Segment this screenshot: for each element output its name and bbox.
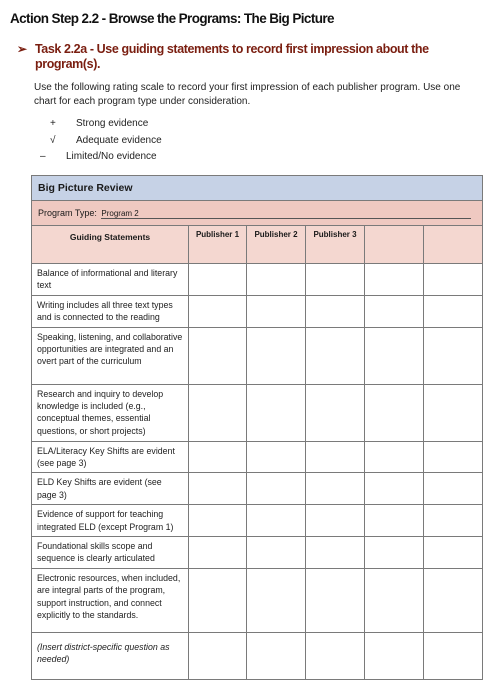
rating-cell[interactable] [424,384,483,441]
rating-cell[interactable] [189,568,247,632]
table-row [32,295,483,327]
rating-cell[interactable] [424,295,483,327]
rating-cell[interactable] [247,384,306,441]
guiding-statement: Foundational skills scope and sequence is clearly articulated [32,537,189,569]
rating-cell[interactable] [365,505,424,537]
rating-cell[interactable] [365,441,424,473]
table-row [32,384,483,441]
rating-cell[interactable] [247,505,306,537]
rating-cell[interactable] [424,632,483,679]
rating-cell[interactable] [306,264,365,296]
rating-cell[interactable] [189,327,247,384]
rating-cell[interactable] [306,473,365,505]
rating-cell[interactable] [189,537,247,569]
rating-cell[interactable] [424,568,483,632]
rating-cell[interactable] [365,295,424,327]
dash-symbol: – [40,151,46,162]
header-publisher-5 [424,226,483,264]
guiding-statement: ELD Key Shifts are evident (see page 3) [32,473,189,505]
rating-cell[interactable] [424,505,483,537]
task-text: Task 2.2a - Use guiding statements to record first impression about the program(s). [35,42,429,71]
rating-cell[interactable] [189,384,247,441]
scale-label: Adequate evidence [76,134,162,146]
guiding-statement: Writing includes all three text types and is connected to the reading [32,295,189,327]
table-row [32,473,483,505]
scale-label: Strong evidence [76,118,149,129]
table-row [32,505,483,537]
rating-cell[interactable] [306,295,365,327]
rating-cell[interactable] [424,537,483,569]
header-publisher-3: Publisher 3 [306,226,365,264]
rating-cell[interactable] [306,568,365,632]
plus-symbol: + [50,118,56,129]
rating-cell[interactable] [247,632,306,679]
rating-cell[interactable] [189,295,247,327]
rating-cell[interactable] [424,327,483,384]
rating-cell[interactable] [365,327,424,384]
task-heading [17,42,457,72]
table-row [32,264,483,296]
rating-cell[interactable] [247,264,306,296]
rating-cell[interactable] [247,537,306,569]
arrow-bullet-icon: ➢ [17,42,27,56]
rating-cell[interactable] [306,441,365,473]
program-type-row [32,201,483,226]
rating-cell[interactable] [189,473,247,505]
rating-cell[interactable] [247,295,306,327]
rating-cell[interactable] [306,384,365,441]
guiding-statement: ELA/Literacy Key Shifts are evident (see page 3) [32,441,189,473]
rating-cell[interactable] [365,568,424,632]
table-row [32,568,483,632]
guiding-statement: Speaking, listening, and collaborative opportunities are integrated and an overt part of the curriculum [32,327,189,384]
header-publisher-4 [365,226,424,264]
table-row [32,327,483,384]
rating-cell[interactable] [306,632,365,679]
guiding-statement: Research and inquiry to develop knowledge is included (e.g., conceptual themes, essential questions, or short projects) [32,384,189,441]
rating-cell[interactable] [365,473,424,505]
rating-cell[interactable] [189,264,247,296]
rating-cell[interactable] [189,505,247,537]
table-row [32,441,483,473]
page-heading: Action Step 2.2 - Browse the Programs: The Big Picture [10,11,334,26]
rating-cell[interactable] [247,441,306,473]
rating-cell[interactable] [247,473,306,505]
rating-cell[interactable] [424,473,483,505]
header-publisher-1: Publisher 1 [189,226,247,264]
rating-cell[interactable] [424,441,483,473]
rating-cell[interactable] [365,384,424,441]
rating-cell[interactable] [189,632,247,679]
scale-label: Limited/No evidence [66,151,157,162]
table-row [32,632,483,679]
rating-cell[interactable] [247,568,306,632]
check-symbol: √ [50,134,56,146]
rating-cell[interactable] [306,537,365,569]
header-guiding-statements: Guiding Statements [32,226,189,264]
intro-paragraph: Use the following rating scale to record your first impression of each publisher program. Use one chart for each program type under consideration. [34,82,461,107]
rating-cell[interactable] [365,632,424,679]
rating-cell[interactable] [306,505,365,537]
guiding-statement: Evidence of support for teaching integrated ELD (except Program 1) [32,505,189,537]
guiding-statement: Balance of informational and literary text [32,264,189,296]
rating-cell[interactable] [306,327,365,384]
rating-cell[interactable] [247,327,306,384]
guiding-statement: Electronic resources, when included, are integral parts of the program, support instruction, and connect explicitly to the standards. [32,568,189,632]
rating-cell[interactable] [365,537,424,569]
table-row [32,537,483,569]
program-type-field[interactable]: Program 2 [101,209,471,219]
header-publisher-2: Publisher 2 [247,226,306,264]
rating-cell[interactable] [424,264,483,296]
rating-cell[interactable] [189,441,247,473]
program-type-label: Program Type: [38,207,97,218]
guiding-statement: (Insert district-specific question as needed) [32,632,189,679]
table-title: Big Picture Review [32,176,483,201]
rating-cell[interactable] [365,264,424,296]
big-picture-review-table [31,175,483,680]
